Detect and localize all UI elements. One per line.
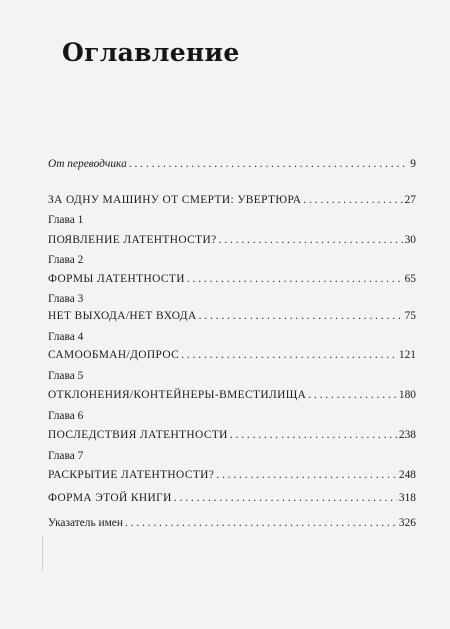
toc-page-number: 30: [404, 234, 416, 246]
toc-page-number: 121: [398, 349, 416, 361]
toc-entry-chapter-4: [48, 348, 416, 362]
toc-page-number: 75: [404, 310, 416, 322]
toc-entry-translator: [48, 157, 416, 171]
toc-entry-label: От переводчика: [48, 158, 127, 170]
toc-entry-label: ПОЯВЛЕНИЕ ЛАТЕНТНОСТИ?: [48, 234, 217, 246]
dot-leader: [308, 388, 397, 402]
toc-page-number: 238: [398, 429, 416, 441]
dot-leader: [199, 309, 403, 323]
page-title: Оглавление: [62, 38, 240, 67]
toc-entry-label: ПОСЛЕДСТВИЯ ЛАТЕНТНОСТИ: [48, 429, 228, 441]
toc-entry-label: ФОРМА ЭТОЙ КНИГИ: [48, 492, 172, 504]
chapter-number-4: Глава 4: [48, 331, 84, 343]
toc-entry-label: НЕТ ВЫХОДА/НЕТ ВХОДА: [48, 310, 197, 322]
toc-entry-label: ОТКЛОНЕНИЯ/КОНТЕЙНЕРЫ-ВМЕСТИЛИЩА: [48, 389, 307, 401]
toc-page-number: 248: [398, 469, 416, 481]
toc-entry-chapter-5: [48, 388, 416, 402]
dot-leader: [187, 272, 403, 286]
toc-entry-chapter-6: [48, 428, 416, 442]
chapter-number-3: Глава 3: [48, 293, 84, 305]
dot-leader: [129, 157, 409, 171]
toc-page-number: 9: [410, 158, 416, 170]
toc-entry-label: ФОРМЫ ЛАТЕНТНОСТИ: [48, 273, 185, 285]
chapter-number-7: Глава 7: [48, 450, 84, 462]
toc-entry-index: [48, 516, 416, 530]
chapter-number-5: Глава 5: [48, 370, 84, 382]
toc-entry-chapter-2: [48, 272, 416, 286]
dot-leader: [216, 468, 397, 482]
toc-entry-label: РАСКРЫТИЕ ЛАТЕНТНОСТИ?: [48, 469, 215, 481]
dot-leader: [303, 193, 402, 207]
toc-page-number: 65: [404, 273, 416, 285]
toc-entry-label: Указатель имен: [48, 517, 123, 529]
toc-entry-chapter-3: [48, 309, 416, 323]
chapter-number-2: Глава 2: [48, 254, 84, 266]
toc-entry-chapter-1: [48, 233, 416, 247]
toc-page-number: 318: [398, 492, 416, 504]
scan-artifact: [42, 536, 43, 570]
toc-page-number: 326: [398, 517, 416, 529]
toc-entry-label: ЗА ОДНУ МАШИНУ ОТ СМЕРТИ: УВЕРТЮРА: [48, 194, 302, 206]
toc-entry-book-form: [48, 491, 416, 505]
chapter-number-6: Глава 6: [48, 410, 84, 422]
dot-leader: [219, 233, 403, 247]
toc-page-number: 180: [398, 389, 416, 401]
dot-leader: [230, 428, 397, 442]
toc-page-number: 27: [404, 194, 416, 206]
toc-entry-chapter-7: [48, 468, 416, 482]
toc-entry-label: САМООБМАН/ДОПРОС: [48, 349, 180, 361]
dot-leader: [174, 491, 397, 505]
toc-entry-overture: [48, 193, 416, 207]
dot-leader: [125, 516, 397, 530]
dot-leader: [181, 348, 397, 362]
chapter-number-1: Глава 1: [48, 214, 84, 226]
